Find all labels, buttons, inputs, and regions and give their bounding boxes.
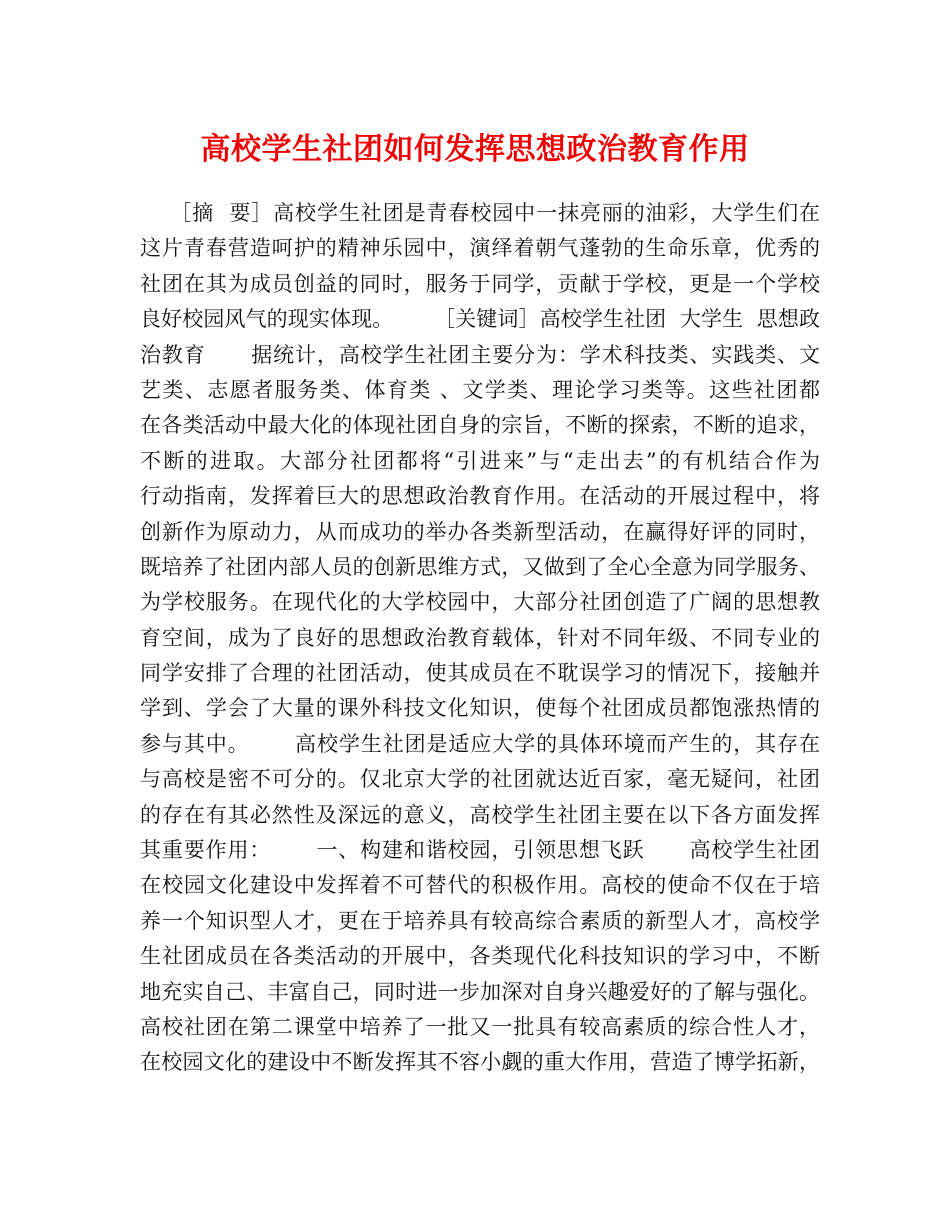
body-line: 参与其中。 高校学生社团是适应大学的具体环境而产生的，其存在 [140, 731, 821, 756]
body-line: 在校园文化的建设中不断发挥其不容小觑的重大作用，营造了博学拓新， [140, 1050, 821, 1075]
body-line: 的存在有其必然性及深远的意义，高校学生社团主要在以下各方面发挥 [140, 802, 821, 827]
body-line: 社团在其为成员创益的同时，服务于同学，贡献于学校，更是一个学校 [140, 271, 821, 296]
body-line: 这片青春营造呵护的精神乐园中，演绎着朝气蓬勃的生命乐章，优秀的 [140, 236, 821, 261]
body-line: 既培养了社团内部人员的创新思维方式，又做到了全心全意为同学服务、 [140, 554, 821, 579]
body-line: 生社团成员在各类活动的开展中，各类现代化科技知识的学习中，不断 [140, 944, 821, 969]
body-line: 学到、学会了大量的课外科技文化知识，使每个社团成员都饱涨热情的 [140, 696, 821, 721]
body-line: 在各类活动中最大化的体现社团自身的宗旨，不断的探索，不断的追求， [140, 413, 821, 438]
body-line: ［摘 要］高校学生社团是青春校园中一抹亮丽的油彩，大学生们在 [140, 201, 821, 225]
body-line: 治教育 据统计，高校学生社团主要分为：学术科技类、实践类、文 [140, 342, 821, 367]
body-line: 与高校是密不可分的。仅北京大学的社团就达近百家，毫无疑问，社团 [140, 767, 821, 792]
body-line: 在校园文化建设中发挥着不可替代的积极作用。高校的使命不仅在于培 [140, 873, 821, 898]
body-line: 育空间，成为了良好的思想政治教育载体，针对不同年级、不同专业的 [140, 625, 821, 650]
document-title: 高校学生社团如何发挥思想政治教育作用 [200, 132, 750, 167]
body-line: 养一个知识型人才，更在于培养具有较高综合素质的新型人才，高校学 [140, 908, 821, 933]
body-line: 不断的进取。大部分社团都将“引进来”与“走出去”的有机结合作为 [140, 448, 823, 473]
body-line: 艺类、志愿者服务类、体育类 、文学类、理论学习类等。这些社团都 [140, 377, 822, 402]
body-line: 行动指南，发挥着巨大的思想政治教育作用。在活动的开展过程中，将 [140, 484, 821, 509]
body-line: 其重要作用： 一、构建和谐校园，引领思想飞跃 高校学生社团 [140, 838, 821, 863]
body-line: 同学安排了合理的社团活动，使其成员在不耽误学习的情况下，接触并 [140, 661, 821, 686]
body-line: 为学校服务。在现代化的大学校园中，大部分社团创造了广阔的思想教 [140, 590, 821, 615]
body-line: 创新作为原动力，从而成功的举办各类新型活动，在赢得好评的同时， [140, 519, 821, 544]
body-line: 良好校园风气的现实体现。 ［关键词］高校学生社团 大学生 思想政 [140, 307, 821, 332]
body-line: 高校社团在第二课堂中培养了一批又一批具有较高素质的综合性人才， [140, 1014, 821, 1039]
body-line: 地充实自己、丰富自己，同时进一步加深对自身兴趣爱好的了解与强化。 [140, 979, 821, 1004]
document-body [140, 196, 823, 1081]
